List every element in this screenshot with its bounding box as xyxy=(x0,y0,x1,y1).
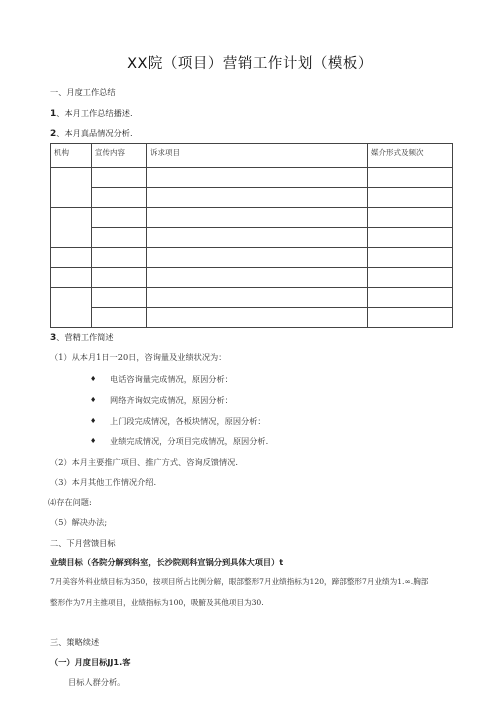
table-row xyxy=(51,188,453,208)
section-monthly-summary-heading: 一、月度工作总结 xyxy=(50,87,116,97)
table-header-row xyxy=(51,144,453,168)
table-cell xyxy=(51,288,92,328)
table-cell xyxy=(92,248,147,268)
header-institution: 机构 xyxy=(51,144,92,168)
diamond-bullet-icon: ♦ xyxy=(90,375,97,383)
table-cell xyxy=(92,208,147,228)
table-cell xyxy=(51,168,92,208)
item-2-heading xyxy=(50,128,133,139)
table-row xyxy=(51,308,453,328)
media-table xyxy=(50,143,453,328)
brief-paragraph-2: （2）本月主要推广项目、推广方式、咨询反馈情况. xyxy=(50,457,238,467)
table-row xyxy=(51,248,453,268)
target-paragraph-line-1: 7月美容外科业绩目标为350，按项目所占比例分解，眼部整形7月业绩指标为120，蹄部整形7月业绩为1.∞.胸部 xyxy=(50,577,429,586)
table-cell xyxy=(147,188,368,208)
table-cell xyxy=(368,188,453,208)
brief-paragraph-3: （3）本月其他工作情况介绍. xyxy=(50,477,157,487)
bullet-item: 电话咨询量完成情况，原因分析： xyxy=(110,374,233,384)
item-1-number: 1 xyxy=(50,109,57,119)
table-row xyxy=(51,268,453,288)
table-cell xyxy=(147,208,368,228)
bullet-item: 网络齐询奴完成情况，原因分析： xyxy=(110,395,233,405)
table-row xyxy=(51,288,453,308)
strategy-text-1: 目标人群分析。 xyxy=(68,677,126,687)
brief-paragraph-4: ⑷存在问题: xyxy=(48,497,92,507)
table-cell xyxy=(92,308,147,328)
table-cell xyxy=(147,308,368,328)
bullet-item: 业绩完成情况，分项目完成情况，原因分析. xyxy=(110,436,269,446)
table-cell xyxy=(368,168,453,188)
table-cell xyxy=(92,288,147,308)
table-cell xyxy=(147,288,368,308)
table-cell xyxy=(368,208,453,228)
item-3-text: 、营精工作简述 xyxy=(56,332,114,342)
header-appeal-item: 诉求项目 xyxy=(147,144,368,168)
bullet-item: 上门段完成情况，各板块情况，原因分析： xyxy=(110,416,266,426)
document-title: XX院（项目）营销工作计划（模板） xyxy=(127,56,373,72)
table-row xyxy=(51,208,453,228)
table-cell xyxy=(368,308,453,328)
table-row xyxy=(51,168,453,188)
table-cell xyxy=(147,268,368,288)
table-cell xyxy=(92,168,147,188)
strategy-subheading-1: （一）月度目标JJ1.客 xyxy=(50,657,131,667)
section-strategy-heading: 三、策略续述 xyxy=(50,637,100,647)
brief-paragraph-5: （5）解决办法; xyxy=(50,517,108,527)
diamond-bullet-icon: ♦ xyxy=(90,396,97,404)
performance-target-heading: 业绩目标（各院分解到科室，长沙院则科宣锅分到具体大项目）t xyxy=(50,557,284,567)
table-cell xyxy=(51,248,92,268)
target-paragraph-line-2: 整形作为7月主推项目，业绩指标为100，吸腑及其他项目为30. xyxy=(50,598,264,607)
item-2-number: 2 xyxy=(50,129,57,139)
table-cell xyxy=(368,228,453,248)
table-cell xyxy=(368,288,453,308)
table-cell xyxy=(92,268,147,288)
item-3-number: 3 xyxy=(50,333,57,343)
diamond-bullet-icon: ♦ xyxy=(90,437,97,445)
table-cell xyxy=(368,248,453,268)
item-3-heading xyxy=(50,332,114,343)
item-1-text: 、本月工作总结播述. xyxy=(56,108,133,118)
section-next-month-target-heading: 二、下月营馈目标 xyxy=(50,538,116,548)
header-promo-content: 宣传内容 xyxy=(92,144,147,168)
table-cell xyxy=(147,248,368,268)
table-cell xyxy=(147,168,368,188)
item-2-text: 、本月真品情况分析. xyxy=(56,128,133,138)
table-cell xyxy=(92,188,147,208)
table-cell xyxy=(368,268,453,288)
table-cell xyxy=(51,268,92,288)
header-media-frequency: 媒介形式及频次 xyxy=(368,144,453,168)
table-cell xyxy=(51,208,92,248)
brief-paragraph-1: （1）从本月1日一20日，咨询量及业绩状况为： xyxy=(50,352,227,362)
table-row xyxy=(51,228,453,248)
table-cell xyxy=(147,228,368,248)
diamond-bullet-icon: ♦ xyxy=(90,417,97,425)
item-1-heading xyxy=(50,108,133,119)
table-cell xyxy=(92,228,147,248)
